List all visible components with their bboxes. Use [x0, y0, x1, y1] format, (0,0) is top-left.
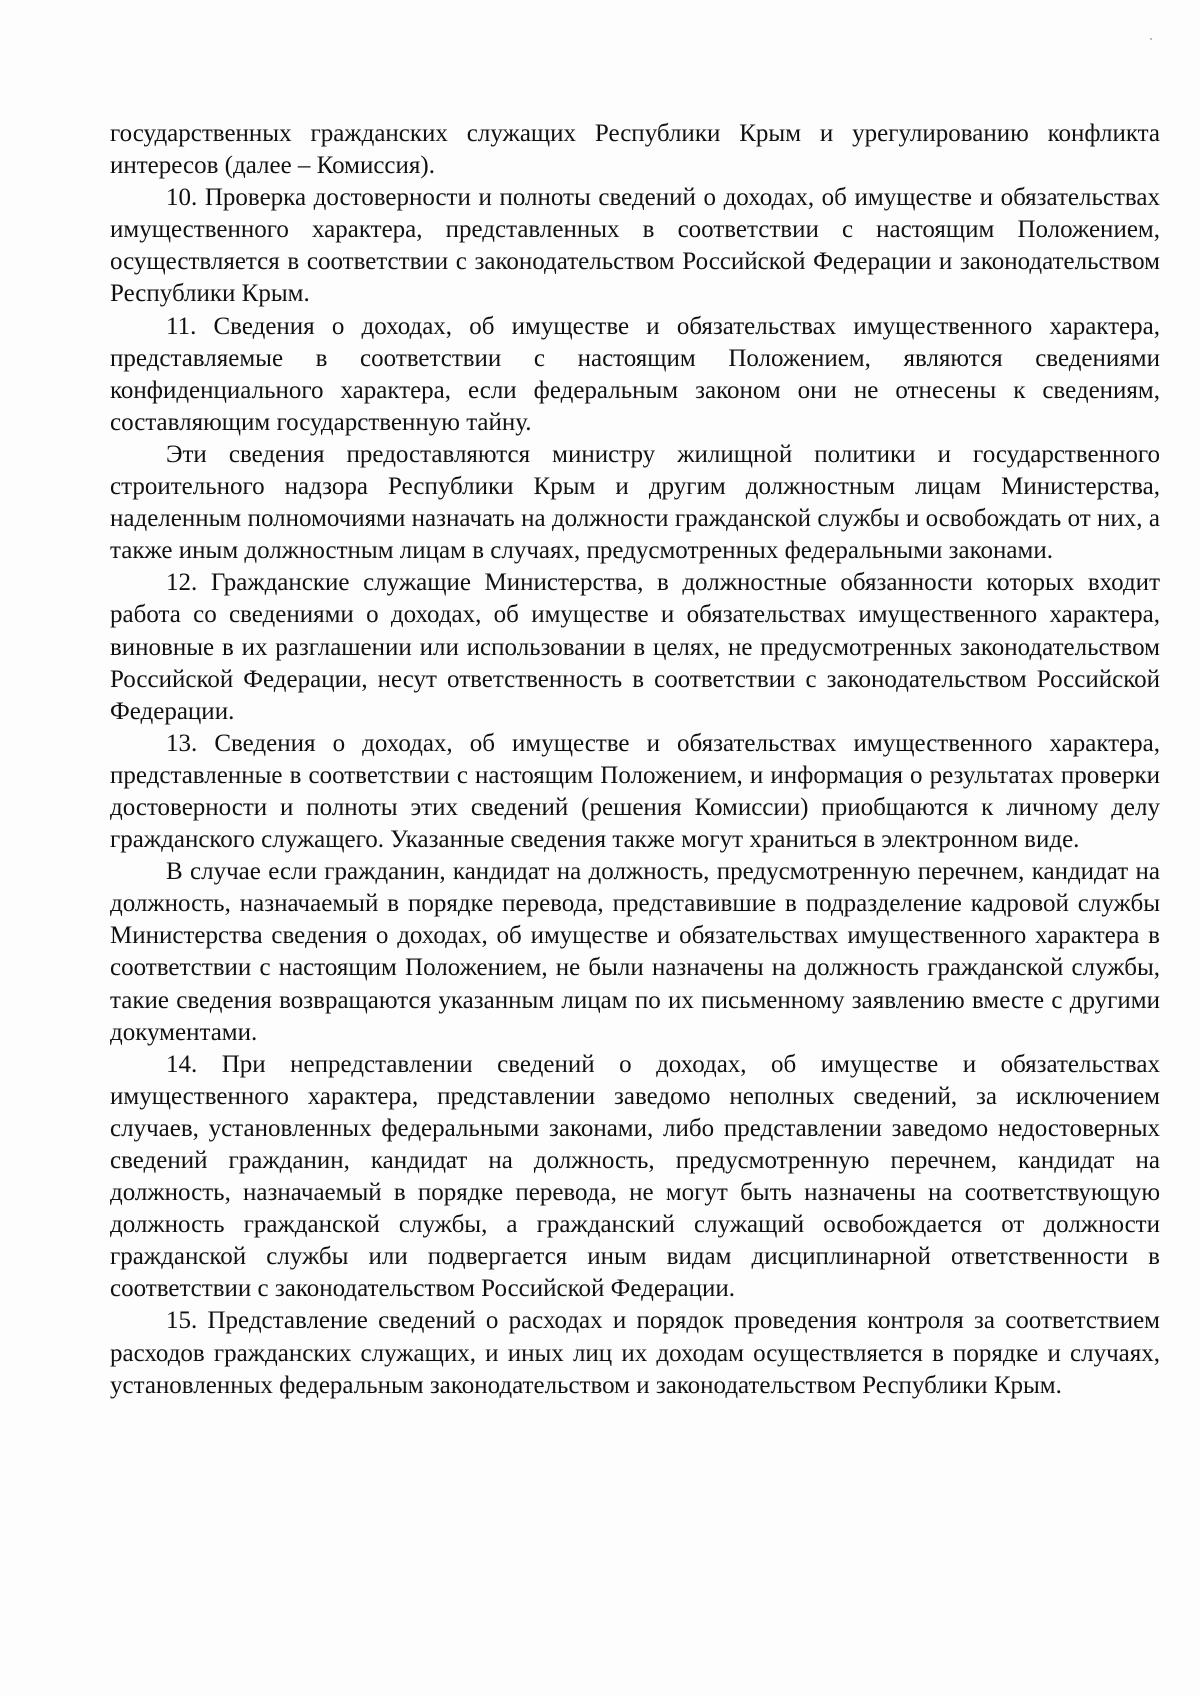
paragraph-10: 10. Проверка достоверности и полноты сведений о доходах, об имуществе и обязательствах имущественного характера, представленных в соответствии с настоящим Положением, осуществляется в соответствии с законодательством Российской Федерации и законодательством Республики Крым.: [110, 184, 1160, 308]
scan-speck: [1150, 38, 1152, 40]
paragraph-13-continued: В случае если гражданин, кандидат на должность, предусмотренную перечнем, кандидат на должность, назначаемый в порядке перевода, представившие в подразделение кадровой службы Министерства сведения о доходах, об имуществе и обязательствах имущественного характера в соответствии с настоящим Положением, не были назначены на должность гражданской службы, такие сведения возвращаются указанным лицам по их письменному заявлению вместе с другими документами.: [110, 858, 1160, 1046]
paragraph-11: 11. Сведения о доходах, об имуществе и обязательствах имущественного характера, представляемые в соответствии с настоящим Положением, являются сведениями конфиденциального характера, если федеральным законом они не отнесены к сведениям, составляющим государственную тайну.: [110, 312, 1160, 436]
paragraph-11-continued: Эти сведения предоставляются министру жилищной политики и государственного строительного надзора Республики Крым и другим должностным лицам Министерства, наделенным полномочиями назначать на должности гражданской службы и освобождать от них, а также иным должностным лицам в случаях, предусмотренных федеральными законами.: [110, 440, 1160, 565]
paragraph-14: 14. При непредставлении сведений о доходах, об имуществе и обязательствах имущественного характера, представлении заведомо неполных сведений, за исключением случаев, установленных федеральными законами, либо представлении заведомо недостоверных сведений гражданин, кандидат на должность, предусмотренную перечнем, кандидат на должность, назначаемый в порядке перевода, не могут быть назначены на соответствующую должность гражданской службы, а гражданский служащий освобождается от должности гражданской службы или подвергается иным видам дисциплинарной ответственности в соответствии с законодательством Российской Федерации.: [110, 1050, 1160, 1303]
document-body: [110, 118, 1160, 1402]
paragraph-continuation: государственных гражданских служащих Республики Крым и урегулированию конфликта интересов (далее – Комиссия).: [110, 120, 1160, 180]
paragraph-13: 13. Сведения о доходах, об имуществе и обязательствах имущественного характера, представленные в соответствии с настоящим Положением, и информация о результатах проверки достоверности и полноты этих сведений (решения Комиссии) приобщаются к личному делу гражданского служащего. Указанные сведения также могут храниться в электронном виде.: [110, 729, 1160, 854]
paragraph-15: 15. Представление сведений о расходах и порядок проведения контроля за соответствием расходов гражданских служащих, и иных лиц их доходам осуществляется в порядке и случаях, установленных федеральным законодательством и законодательством Республики Крым.: [110, 1307, 1160, 1399]
paragraph-12: 12. Гражданские служащие Министерства, в должностные обязанности которых входит работа со сведениями о доходах, об имуществе и обязательствах имущественного характера, виновные в их разглашении или использовании в целях, не предусмотренных законодательством Российской Федерации, несут ответственность в соответствии с законодательством Российской Федерации.: [110, 569, 1160, 725]
